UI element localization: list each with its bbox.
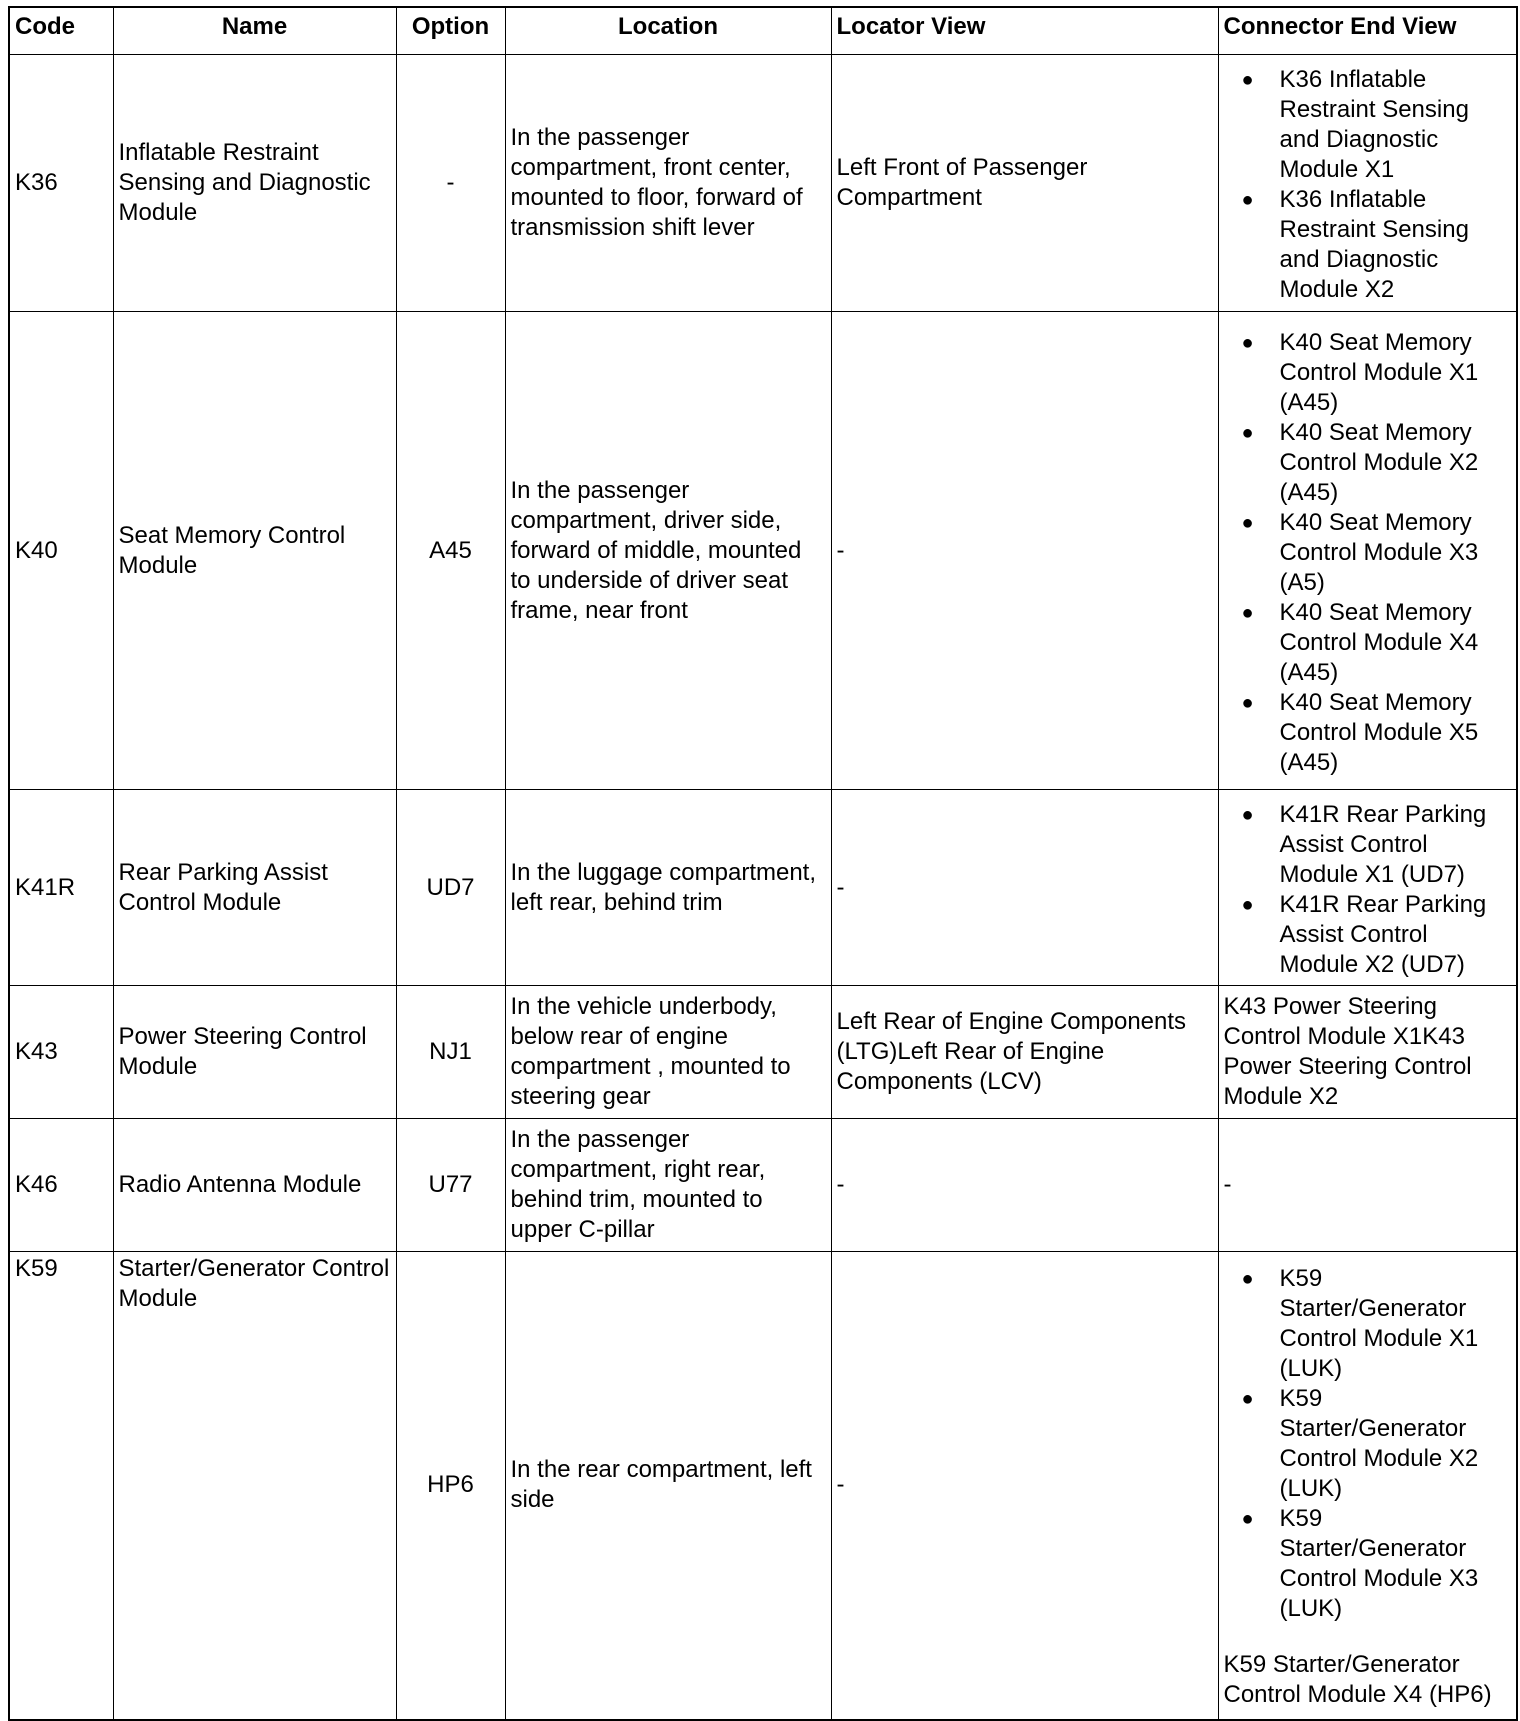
cell-locator-view: Left Rear of Engine Components (LTG)Left Rear of Engine Components (LCV) [831, 986, 1218, 1119]
cell-option: - [396, 55, 505, 312]
cell-location: In the rear compartment, left side [505, 1252, 831, 1720]
connector-list [1224, 61, 1512, 305]
table-row [9, 790, 1517, 986]
cell-location: In the passenger compartment, front center, mounted to floor, forward of transmission shift lever [505, 55, 831, 312]
cell-name: Radio Antenna Module [113, 1119, 396, 1252]
cell-connector-end-view: K43 Power Steering Control Module X1K43 Power Steering Control Module X2 [1218, 986, 1517, 1119]
cell-option: U77 [396, 1119, 505, 1252]
cell-code: K41R [9, 790, 113, 986]
cell-locator-view: - [831, 1119, 1218, 1252]
connector-item: ● K40 Seat Memory Control Module X1 (A45) [1224, 328, 1512, 418]
cell-option: NJ1 [396, 986, 505, 1119]
cell-name: Rear Parking Assist Control Module [113, 790, 396, 986]
cell-locator-view: Left Front of Passenger Compartment [831, 55, 1218, 312]
connector-item: ● K59 Starter/Generator Control Module X3 (LUK) [1224, 1504, 1512, 1624]
connector-item: ● K59 Starter/Generator Control Module X1 (LUK) [1224, 1264, 1512, 1384]
cell-connector-end-view [1218, 55, 1517, 312]
table-row [9, 1119, 1517, 1252]
cell-connector-end-view: - [1218, 1119, 1517, 1252]
cell-name: Inflatable Restraint Sensing and Diagnostic Module [113, 55, 396, 312]
cell-code: K36 [9, 55, 113, 312]
header-location: Location [505, 7, 831, 55]
cell-locator-view: - [831, 790, 1218, 986]
cell-option: HP6 [396, 1252, 505, 1720]
connector-item: ● K41R Rear Parking Assist Control Module X2 (UD7) [1224, 890, 1512, 980]
cell-name: Power Steering Control Module [113, 986, 396, 1119]
header-name: Name [113, 7, 396, 55]
connector-item: ● K40 Seat Memory Control Module X4 (A45) [1224, 598, 1512, 688]
connector-extra: K59 Starter/Generator Control Module X4 (HP6) [1223, 1651, 1492, 1709]
connector-list [1224, 796, 1512, 980]
cell-connector-end-view [1218, 790, 1517, 986]
cell-location: In the vehicle underbody, below rear of engine compartment , mounted to steering gear [505, 986, 831, 1119]
cell-option: UD7 [396, 790, 505, 986]
cell-name: Starter/Generator Control Module [113, 1252, 396, 1720]
cell-name: Seat Memory Control Module [113, 312, 396, 790]
connector-item: ● K40 Seat Memory Control Module X5 (A45) [1224, 688, 1512, 778]
cell-connector-end-view [1218, 312, 1517, 790]
header-locator-view: Locator View [831, 7, 1218, 55]
table-row [9, 55, 1517, 312]
connector-item: ● K36 Inflatable Restraint Sensing and Diagnostic Module X1 [1224, 65, 1512, 185]
connector-list [1224, 1260, 1512, 1624]
cell-code: K43 [9, 986, 113, 1119]
connector-item: ● K41R Rear Parking Assist Control Module X1 (UD7) [1224, 800, 1512, 890]
connector-item: ● K40 Seat Memory Control Module X2 (A45) [1224, 418, 1512, 508]
header-code: Code [9, 7, 113, 55]
cell-locator-view: - [831, 1252, 1218, 1720]
cell-connector-end-view [1218, 1252, 1517, 1720]
header-connector-end-view: Connector End View [1218, 7, 1517, 55]
connector-list [1224, 324, 1512, 778]
header-row [9, 7, 1517, 55]
cell-code: K59 [9, 1252, 113, 1720]
header-option: Option [396, 7, 505, 55]
connector-item: ● K36 Inflatable Restraint Sensing and Diagnostic Module X2 [1224, 185, 1512, 305]
connector-item: ● K40 Seat Memory Control Module X3 (A5) [1224, 508, 1512, 598]
cell-location: In the passenger compartment, right rear, behind trim, mounted to upper C-pillar [505, 1119, 831, 1252]
cell-locator-view: - [831, 312, 1218, 790]
connector-item: ● K59 Starter/Generator Control Module X2 (LUK) [1224, 1384, 1512, 1504]
table-row [9, 1252, 1517, 1720]
cell-location: In the passenger compartment, driver side, forward of middle, mounted to underside of driver seat frame, near front [505, 312, 831, 790]
cell-code: K40 [9, 312, 113, 790]
cell-option: A45 [396, 312, 505, 790]
table-row [9, 986, 1517, 1119]
table-row [9, 312, 1517, 790]
cell-code: K46 [9, 1119, 113, 1252]
component-locator-table [8, 6, 1518, 1721]
cell-location: In the luggage compartment, left rear, behind trim [505, 790, 831, 986]
